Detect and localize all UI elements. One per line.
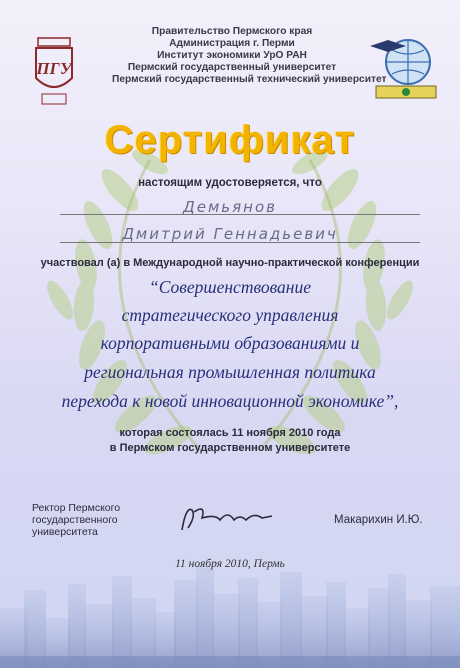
header-line-pstu: Пермский государственный технический университет — [112, 74, 387, 85]
conference-title-line-4: региональная промышленная политика — [84, 362, 376, 382]
participation-text: участвовал (а) в Международной научно-практической конференции — [40, 257, 420, 269]
rector-title — [32, 502, 120, 538]
recipient-name-patronymic: Дмитрий Геннадьевич — [122, 225, 338, 243]
header-line-administration: Администрация г. Перми — [169, 38, 295, 49]
issuing-organizations — [112, 26, 387, 86]
certifies-text: настоящим удостоверяется, что — [138, 177, 322, 189]
held-date-line: которая состоялась 11 ноября 2010 года — [119, 427, 341, 439]
header-line-psu: Пермский государственный университет — [127, 62, 337, 73]
conference-held-text — [0, 426, 460, 456]
header-line-government: Правительство Пермского края — [151, 26, 313, 37]
globe-book-emblem-icon — [366, 28, 444, 104]
rector-line-1: Ректор Пермского — [32, 502, 121, 514]
conference-title-line-1: “Совершенствование — [149, 277, 311, 297]
surname-underline — [60, 214, 420, 215]
psu-emblem-icon — [30, 36, 78, 108]
certificate-title: Сертификат — [104, 118, 356, 162]
rector-line-2: государственного — [32, 514, 118, 526]
rector-line-3: университета — [32, 526, 98, 538]
signatory-name: Макарихин И.Ю. — [334, 514, 423, 526]
header-line-institute: Институт экономики УрО РАН — [157, 50, 307, 61]
handwritten-signature — [176, 500, 276, 538]
conference-title-line-3: корпоративными образованиями и — [100, 333, 360, 353]
recipient-surname: Демьянов — [183, 198, 277, 216]
conference-title-line-5: перехода к новой инновационной экономике”, — [61, 391, 399, 411]
date-and-place: 11 ноября 2010, Пермь — [175, 558, 285, 570]
name-underline — [60, 242, 420, 243]
conference-title-line-2: стратегического управления — [121, 305, 339, 325]
held-venue-line: в Пермском государственном университете — [109, 442, 351, 454]
psu-emblem-text: ПГУ — [36, 59, 72, 78]
